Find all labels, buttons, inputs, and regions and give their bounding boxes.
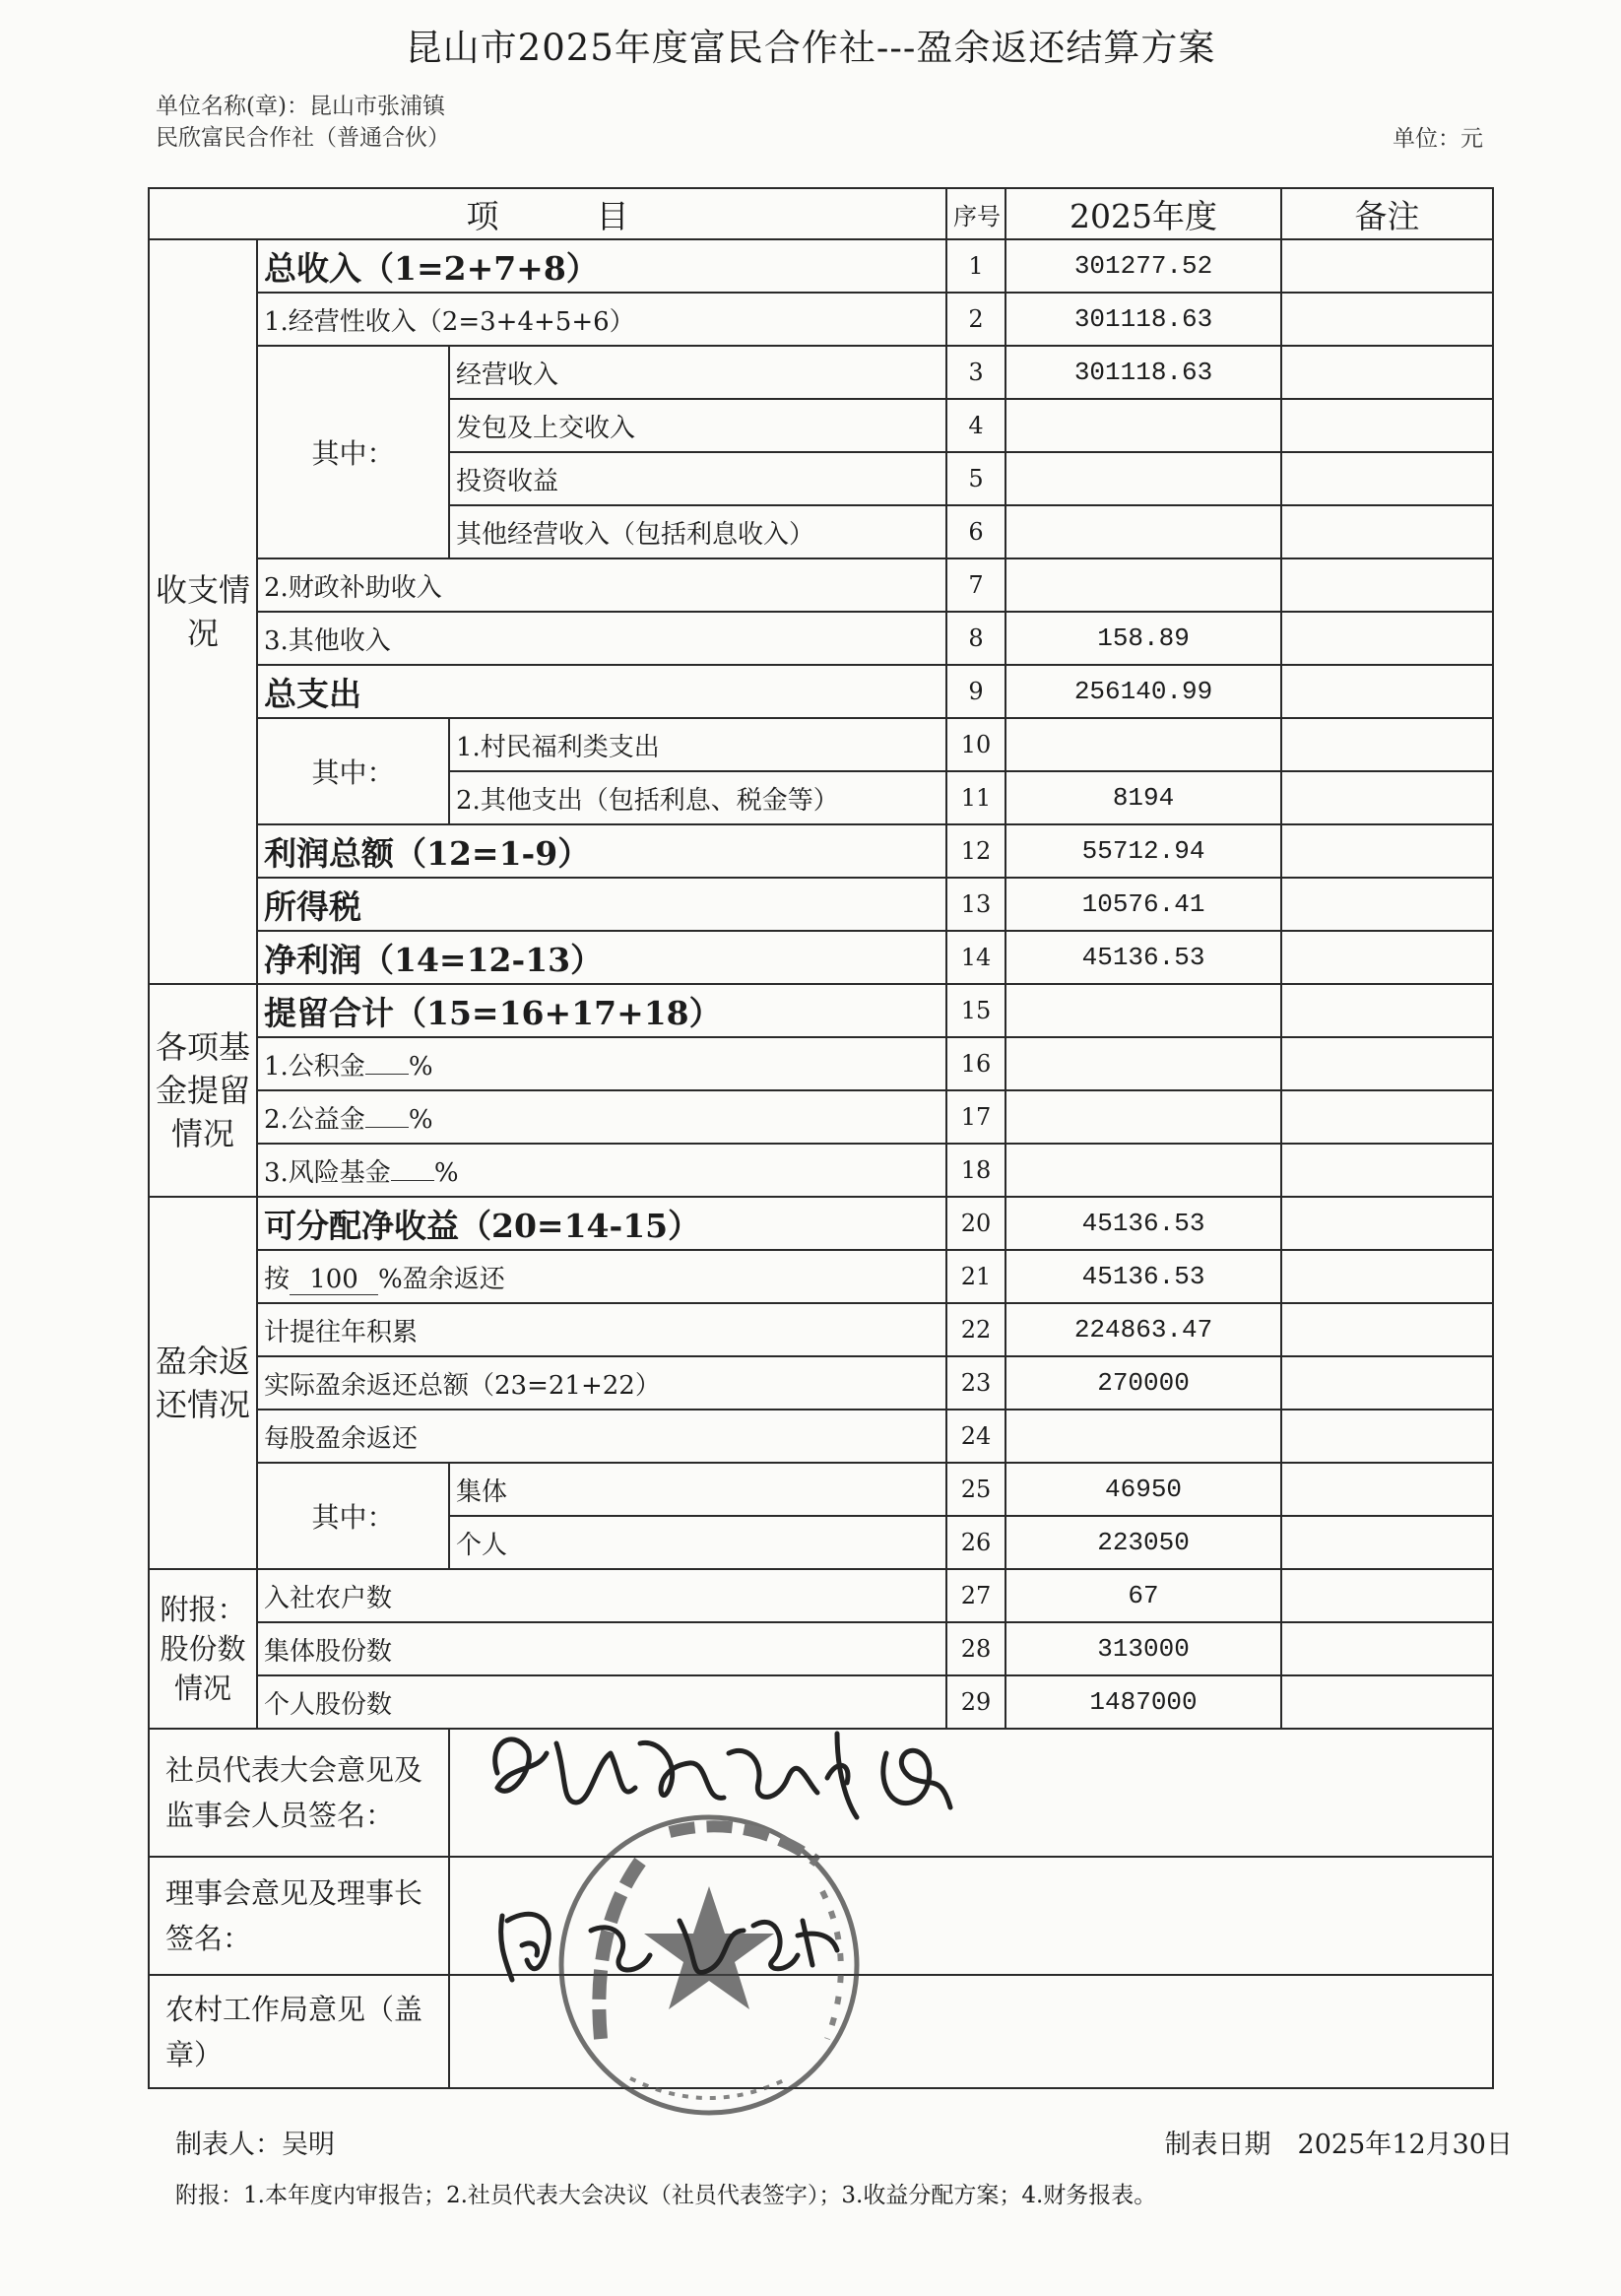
row-23-value: 270000: [1005, 1356, 1281, 1410]
row-14-remark: [1281, 931, 1493, 984]
row-15-label: 提留合计（15=16+17+18）: [257, 984, 946, 1037]
header-remark: 备注: [1281, 188, 1493, 239]
row-6-label: 其他经营收入（包括利息收入）: [449, 505, 946, 558]
board-opinion-area: [449, 1857, 1493, 1975]
row-4-remark: [1281, 399, 1493, 452]
row-9-label: 总支出: [257, 665, 946, 718]
row-7-label: 2.财政补助收入: [257, 558, 946, 612]
row-21-label: 按 100 %盈余返还: [257, 1250, 946, 1303]
row-5-label: 投资收益: [449, 452, 946, 505]
blank-field: [365, 1127, 409, 1128]
row-18-no: 18: [946, 1144, 1005, 1197]
row-2-value: 301118.63: [1005, 293, 1281, 346]
row-22-value: 224863.47: [1005, 1303, 1281, 1356]
row-11-value: 8194: [1005, 771, 1281, 824]
row-15-no: 15: [946, 984, 1005, 1037]
row-6-value: [1005, 505, 1281, 558]
row-6-remark: [1281, 505, 1493, 558]
row-16-no: 16: [946, 1037, 1005, 1090]
row-20-label: 可分配净收益（20=14-15）: [257, 1197, 946, 1250]
row-29-value: 1487000: [1005, 1675, 1281, 1729]
section-income: 收支情况: [149, 239, 257, 984]
section-funds: 各项基金提留情况: [149, 984, 257, 1197]
row-23-label: 实际盈余返还总额（23=21+22）: [257, 1356, 946, 1410]
row-5-value: [1005, 452, 1281, 505]
row-4-label: 发包及上交收入: [449, 399, 946, 452]
row-17-value: [1005, 1090, 1281, 1144]
bureau-opinion-area: [449, 1975, 1493, 2088]
row-28-value: 313000: [1005, 1622, 1281, 1675]
row-24-remark: [1281, 1410, 1493, 1463]
row-16-label: 1.公积金 %: [257, 1037, 946, 1090]
row-21-no: 21: [946, 1250, 1005, 1303]
row-26-label: 个人: [449, 1516, 946, 1569]
row-14-label: 净利润（14=12-13）: [257, 931, 946, 984]
document-title: 昆山市2025年度富民合作社---盈余返还结算方案: [405, 27, 1216, 69]
row-27-label: 入社农户数: [257, 1569, 946, 1622]
row-12-label: 利润总额（12=1-9）: [257, 824, 946, 878]
row-11-no: 11: [946, 771, 1005, 824]
row-18-value: [1005, 1144, 1281, 1197]
header-item: 项 目: [149, 188, 946, 239]
row-6-no: 6: [946, 505, 1005, 558]
row-10-remark: [1281, 718, 1493, 771]
row-9-value: 256140.99: [1005, 665, 1281, 718]
row-5-remark: [1281, 452, 1493, 505]
footer-attachments: 附报：1.本年度内审报告；2.社员代表大会决议（社员代表签字）；3.收益分配方案；4.财务报表。: [175, 2183, 1157, 2208]
row-18-remark: [1281, 1144, 1493, 1197]
row-16-remark: [1281, 1037, 1493, 1090]
return-percent: 100: [290, 1265, 378, 1295]
row-10-no: 10: [946, 718, 1005, 771]
row-13-value: 10576.41: [1005, 878, 1281, 931]
row-20-no: 20: [946, 1197, 1005, 1250]
row-1-value: 301277.52: [1005, 239, 1281, 293]
row-20-value: 45136.53: [1005, 1197, 1281, 1250]
row-24-no: 24: [946, 1410, 1005, 1463]
header-seq: 序号: [946, 188, 1005, 239]
row-14-value: 45136.53: [1005, 931, 1281, 984]
row-21-value: 45136.53: [1005, 1250, 1281, 1303]
row-2-remark: [1281, 293, 1493, 346]
row-11-remark: [1281, 771, 1493, 824]
unit-label: 单位：元: [1393, 126, 1483, 152]
members-opinion-area: [449, 1729, 1493, 1857]
row-1-no: 1: [946, 239, 1005, 293]
qizhong-income: 其中：: [257, 346, 449, 558]
row-25-no: 25: [946, 1463, 1005, 1516]
row-28-no: 28: [946, 1622, 1005, 1675]
row-17-no: 17: [946, 1090, 1005, 1144]
row-16-value: [1005, 1037, 1281, 1090]
unit-name: 单位名称(章)：昆山市张浦镇民欣富民合作社（普通合伙）: [156, 94, 450, 151]
row-29-label: 个人股份数: [257, 1675, 946, 1729]
row-5-no: 5: [946, 452, 1005, 505]
row-8-value: 158.89: [1005, 612, 1281, 665]
row-25-label: 集体: [449, 1463, 946, 1516]
row-4-no: 4: [946, 399, 1005, 452]
row-12-value: 55712.94: [1005, 824, 1281, 878]
row-8-no: 8: [946, 612, 1005, 665]
row-29-remark: [1281, 1675, 1493, 1729]
row-28-label: 集体股份数: [257, 1622, 946, 1675]
qizhong-surplus: 其中：: [257, 1463, 449, 1569]
row-26-no: 26: [946, 1516, 1005, 1569]
row-9-remark: [1281, 665, 1493, 718]
row-21-remark: [1281, 1250, 1493, 1303]
settlement-table: [148, 187, 1494, 2089]
row-1-remark: [1281, 239, 1493, 293]
row-10-value: [1005, 718, 1281, 771]
row-10-label: 1.村民福利类支出: [449, 718, 946, 771]
row-22-remark: [1281, 1303, 1493, 1356]
bureau-opinion-label: 农村工作局意见（盖章）: [149, 1975, 449, 2088]
row-3-no: 3: [946, 346, 1005, 399]
row-17-label: 2.公益金 %: [257, 1090, 946, 1144]
row-27-remark: [1281, 1569, 1493, 1622]
row-26-value: 223050: [1005, 1516, 1281, 1569]
row-28-remark: [1281, 1622, 1493, 1675]
row-3-remark: [1281, 346, 1493, 399]
row-3-label: 经营收入: [449, 346, 946, 399]
row-22-no: 22: [946, 1303, 1005, 1356]
row-20-remark: [1281, 1197, 1493, 1250]
row-23-remark: [1281, 1356, 1493, 1410]
row-22-label: 计提往年积累: [257, 1303, 946, 1356]
row-24-value: [1005, 1410, 1281, 1463]
row-14-no: 14: [946, 931, 1005, 984]
blank-field: [365, 1074, 409, 1075]
row-7-no: 7: [946, 558, 1005, 612]
row-2-no: 2: [946, 293, 1005, 346]
section-shares: 附报：股份数情况: [149, 1569, 257, 1729]
row-27-no: 27: [946, 1569, 1005, 1622]
row-8-label: 3.其他收入: [257, 612, 946, 665]
qizhong-expense: 其中：: [257, 718, 449, 824]
row-27-value: 67: [1005, 1569, 1281, 1622]
row-9-no: 9: [946, 665, 1005, 718]
row-1-label: 总收入（1=2+7+8）: [257, 239, 946, 293]
row-15-value: [1005, 984, 1281, 1037]
row-7-value: [1005, 558, 1281, 612]
section-surplus: 盈余返还情况: [149, 1197, 257, 1569]
header-year: 2025年度: [1005, 188, 1281, 239]
row-12-no: 12: [946, 824, 1005, 878]
row-13-remark: [1281, 878, 1493, 931]
row-15-remark: [1281, 984, 1493, 1037]
row-18-label: 3.风险基金 %: [257, 1144, 946, 1197]
footer-date: 制表日期 2025年12月30日: [1164, 2130, 1513, 2160]
row-24-label: 每股盈余返还: [257, 1410, 946, 1463]
row-13-label: 所得税: [257, 878, 946, 931]
row-13-no: 13: [946, 878, 1005, 931]
board-opinion-label: 理事会意见及理事长签名：: [149, 1857, 449, 1975]
row-25-value: 46950: [1005, 1463, 1281, 1516]
row-26-remark: [1281, 1516, 1493, 1569]
row-23-no: 23: [946, 1356, 1005, 1410]
row-3-value: 301118.63: [1005, 346, 1281, 399]
row-29-no: 29: [946, 1675, 1005, 1729]
blank-field: [391, 1180, 434, 1181]
row-2-label: 1.经营性收入（2=3+4+5+6）: [257, 293, 946, 346]
members-opinion-label: 社员代表大会意见及监事会人员签名：: [149, 1729, 449, 1857]
row-8-remark: [1281, 612, 1493, 665]
row-4-value: [1005, 399, 1281, 452]
footer-maker: 制表人：吴明: [175, 2130, 335, 2160]
row-11-label: 2.其他支出（包括利息、税金等）: [449, 771, 946, 824]
row-25-remark: [1281, 1463, 1493, 1516]
row-7-remark: [1281, 558, 1493, 612]
row-12-remark: [1281, 824, 1493, 878]
row-17-remark: [1281, 1090, 1493, 1144]
